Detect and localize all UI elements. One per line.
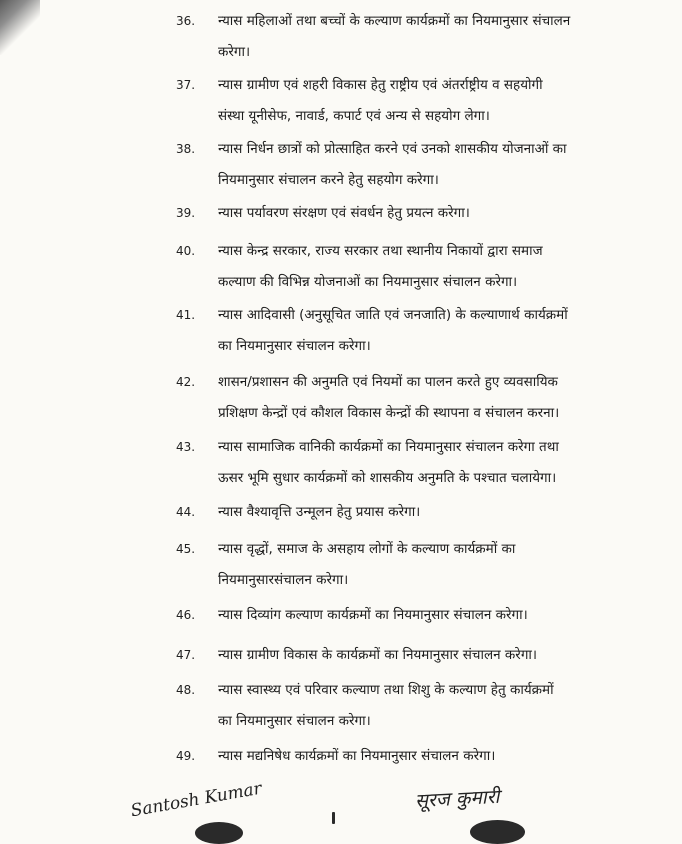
signature-right: सूरज कुमारी [414,785,500,813]
item-text: न्यास स्वास्थ्य एवं परिवार कल्याण तथा शिशु के कल्याण हेतु कार्यक्रमों का नियमानुसार संचालन करेगा। [218,682,554,729]
item-text: न्यास आदिवासी (अनुसूचित जाति एवं जनजाति) के कल्याणार्थ कार्यक्रमों का नियमानुसार संचालन करेगा। [218,307,568,354]
item-number: 40. [176,244,196,258]
ink-mark [332,812,335,824]
item-number: 49. [176,749,196,763]
item-text: शासन/प्रशासन की अनुमति एवं नियमों का पालन करते हुए व्यवसायिक प्रशिक्षण केन्द्रों एवं कौशल विकास केन्द्रों की स्थापना व संचालन करना। [218,374,560,421]
item-number: 45. [176,542,196,556]
item-number: 38. [176,142,196,156]
item-number: 47. [176,648,196,662]
page-corner-shadow [0,0,40,55]
item-number: 46. [176,608,196,622]
item-number: 48. [176,683,196,697]
item-text: न्यास केन्द्र सरकार, राज्य सरकार तथा स्थानीय निकायों द्वारा समाज कल्याण की विभिन्न योजनाओं का नियमानुसार संचालन करेगा। [218,243,543,290]
item-number: 39. [176,206,196,220]
item-number: 44. [176,505,196,519]
item-text: न्यास वैश्यावृत्ति उन्मूलन हेतु प्रयास करेगा। [218,504,421,520]
item-number: 41. [176,308,196,322]
item-text: न्यास दिव्यांग कल्याण कार्यक्रमों का नियमानुसार संचालन करेगा। [218,607,528,623]
thumbprint-mark [195,822,243,844]
item-text: न्यास पर्यावरण संरक्षण एवं संवर्धन हेतु प्रयत्न करेगा। [218,205,470,221]
item-text: न्यास वृद्धों, समाज के असहाय लोगों के कल्याण कार्यक्रमों का नियमानुसारसंचालन करेगा। [218,541,516,588]
item-number: 37. [176,78,196,92]
item-text: न्यास सामाजिक वानिकी कार्यक्रमों का नियमानुसार संचालन करेगा तथा ऊसर भूमि सुधार कार्यक्रमों को शासकीय अनुमति के पश्चात चलायेगा। [218,439,559,486]
item-text: न्यास महिलाओं तथा बच्चों के कल्याण कार्यक्रमों का नियमानुसार संचालन करेगा। [218,13,571,60]
item-number: 36. [176,14,196,28]
item-number: 42. [176,375,196,389]
item-text: न्यास मद्यनिषेध कार्यक्रमों का नियमानुसार संचालन करेगा। [218,748,496,764]
item-number: 43. [176,440,196,454]
thumbprint-mark [470,820,525,844]
item-text: न्यास ग्रामीण विकास के कार्यक्रमों का नियमानुसार संचालन करेगा। [218,647,538,663]
item-text: न्यास ग्रामीण एवं शहरी विकास हेतु राष्ट्रीय एवं अंतर्राष्ट्रीय व सहयोगी संस्था यूनीसेफ, नावार्ड, कपार्ट एवं अन्य से सहयोग लेगा। [218,77,543,124]
item-text: न्यास निर्धन छात्रों को प्रोत्साहित करने एवं उनको शासकीय योजनाओं का नियमानुसार संचालन करने हेतु सहयोग करेगा। [218,141,567,188]
signature-left: Santosh Kumar [129,778,264,822]
